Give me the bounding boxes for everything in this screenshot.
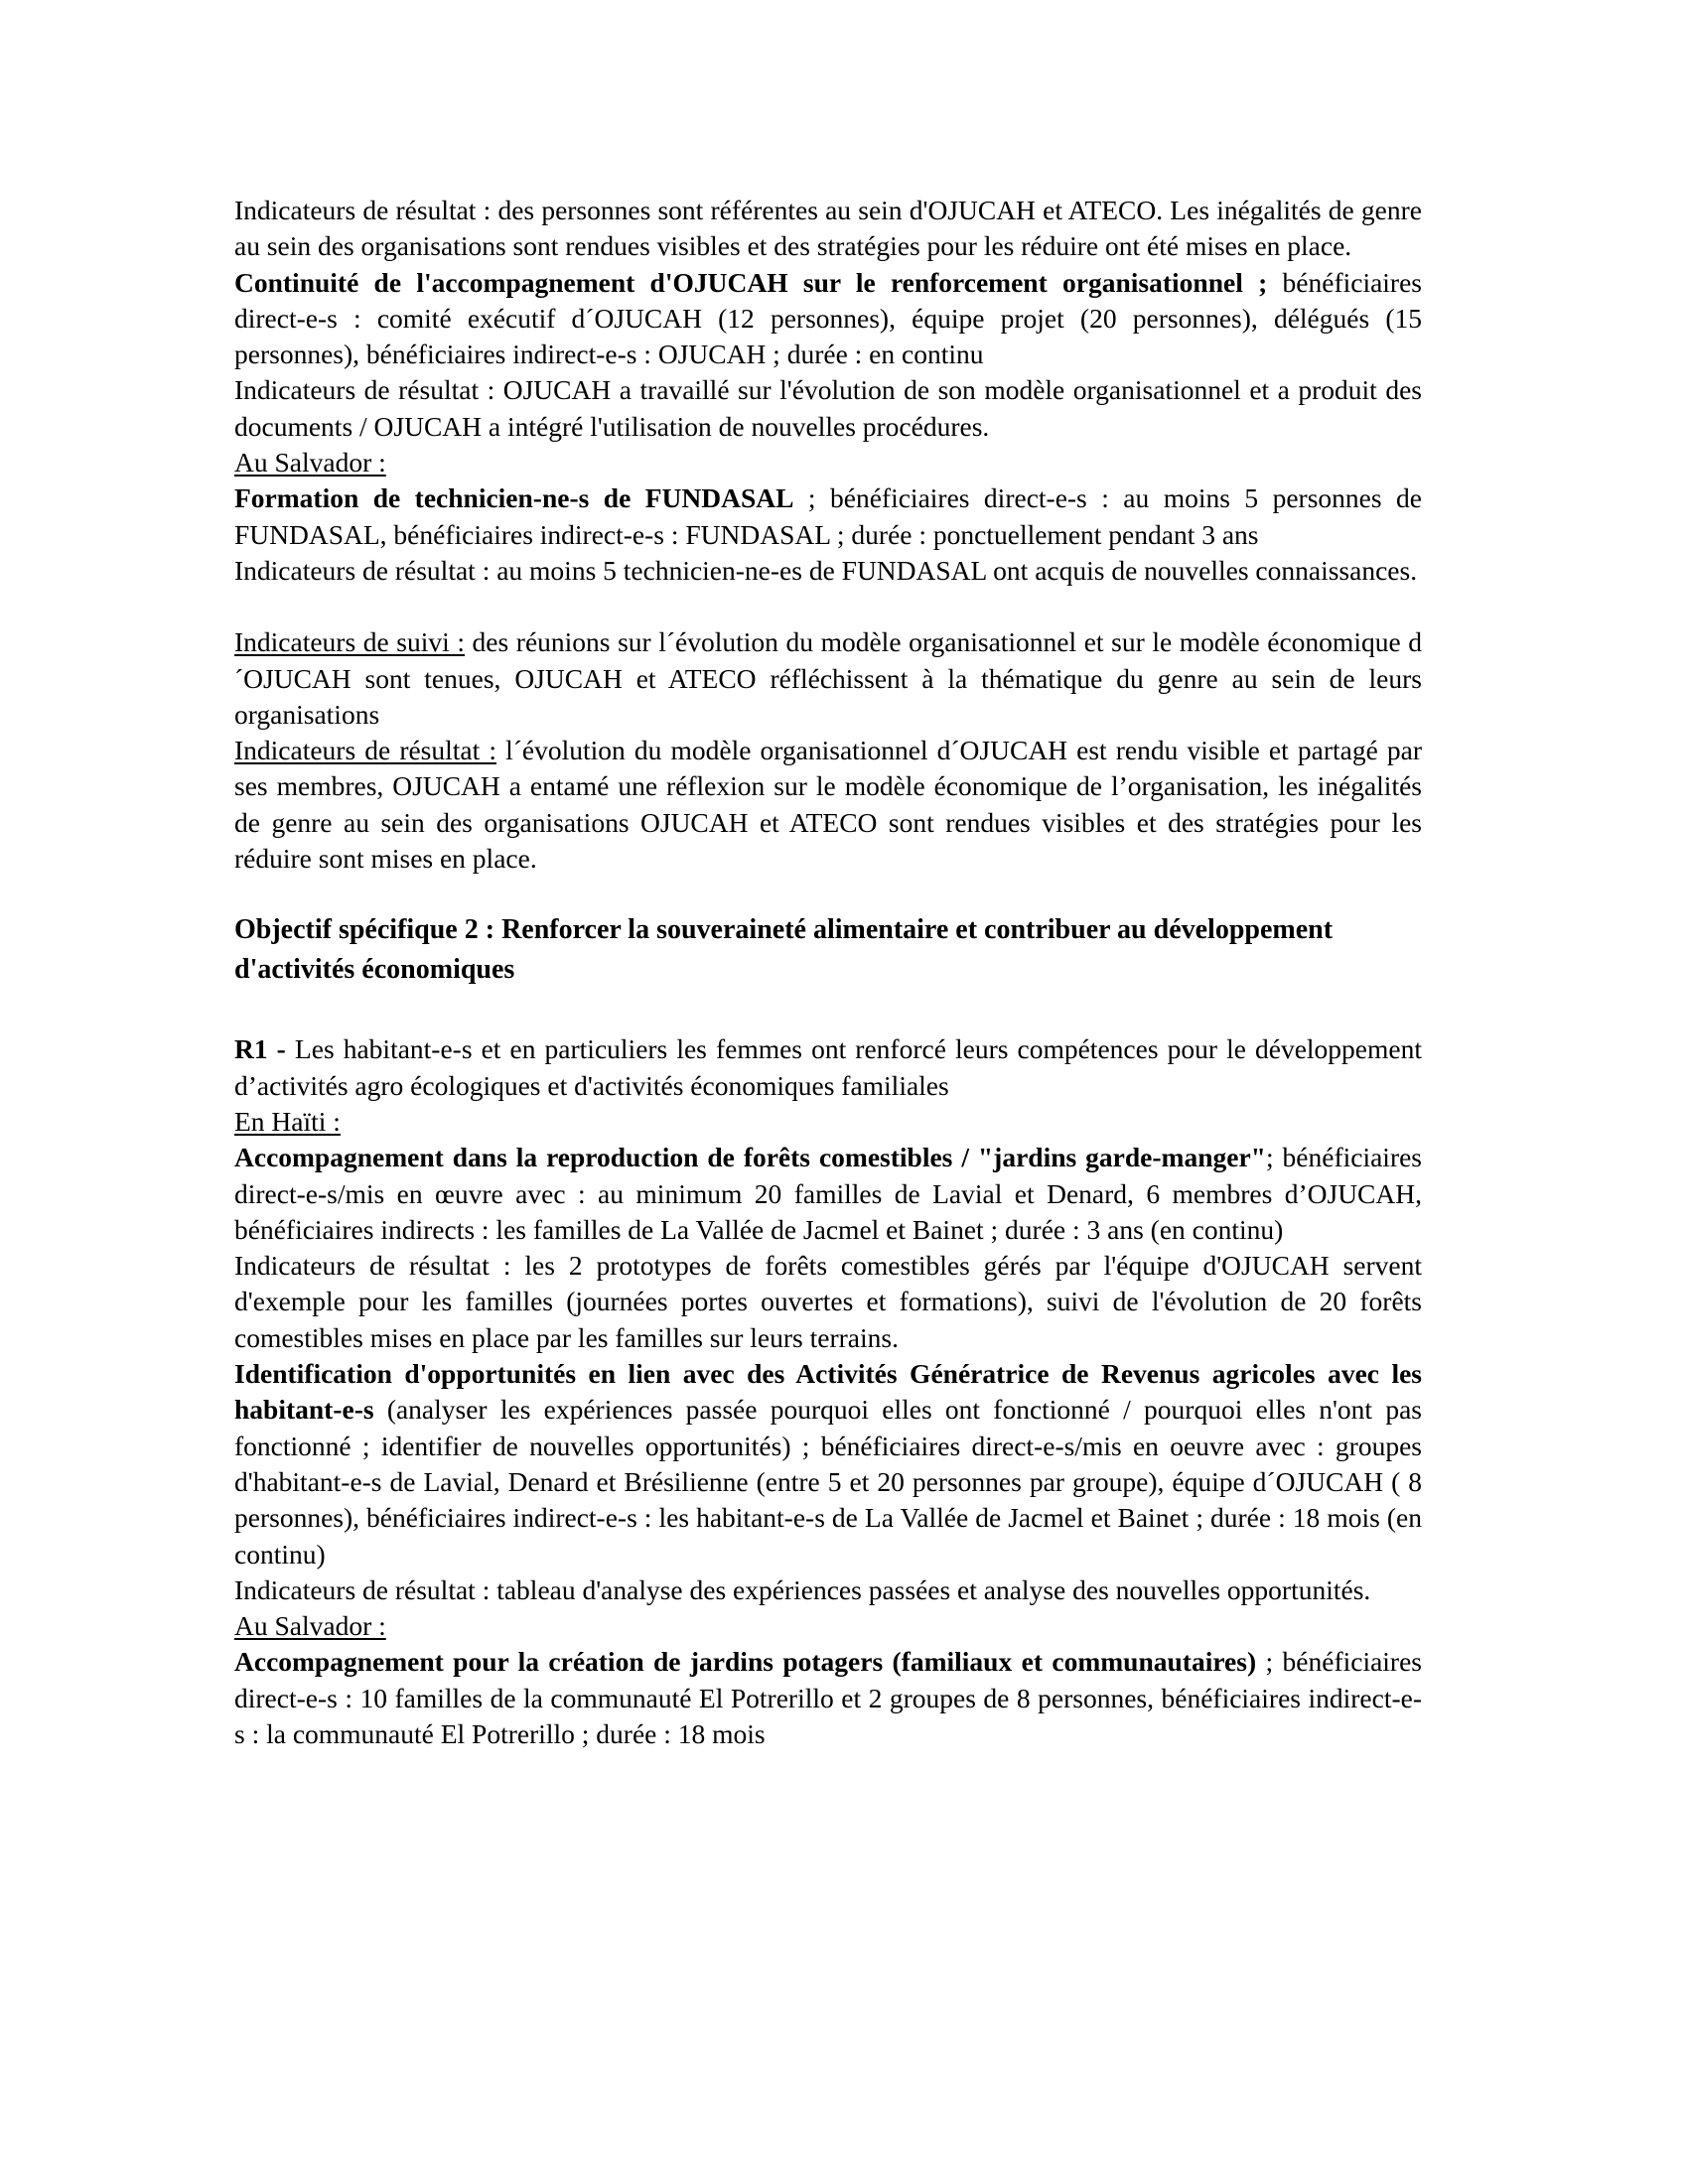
spacer: [234, 990, 1422, 1031]
activity-title: Accompagnement pour la création de jardins potagers (familiaux et communautaires): [234, 1646, 1257, 1678]
activity-title: Accompagnement dans la reproduction de forêts comestibles / "jardins garde-manger": [234, 1142, 1266, 1173]
paragraph-r1: [234, 1031, 1422, 1104]
activity-details: ; bénéficiaires direct-e-s : au moins 5 personnes de FUNDASAL, bénéficiaires indirect-e-s : FUNDASAL ; durée : ponctuellement pendant 3 ans: [234, 482, 1422, 550]
paragraph-text: l´évolution du modèle organisationnel d´OJUCAH est rendu visible et partagé par ses membres, OJUCAH a entamé une réflexion sur le modèle économique de l’organisation, les inégalités de genre au sein des organisations OJUCAH et ATECO sont rendues visibles et des stratégies pour les réduire sont mises en place.: [234, 735, 1422, 875]
paragraph-text: des réunions sur l´évolution du modèle organisationnel et sur le modèle économique d´OJUCAH sont tenues, OJUCAH et ATECO réfléchissent à la thématique du genre au sein de leurs organisations: [234, 626, 1422, 730]
document-body: [234, 193, 1422, 1752]
activity-title: Formation de technicien-ne-s de FUNDASAL: [234, 482, 794, 514]
activity-details: (analyser les expériences passée pourquoi elles ont fonctionné / pourquoi elles n'ont pas fonctionné ; identifier de nouvelles opportunités) ; bénéficiaires direct-e-s/mis en oeuvre avec : groupes d'habitant-e-s de Lavial, Denard et Brésilienne (entre 5 et 20 personnes par groupe), équipe d´OJUCAH ( 8 personnes), bénéficiaires indirect-e-s : les habitant-e-s de La Vallée de Jacmel et Bainet ; durée : 18 mois (en continu): [234, 1394, 1422, 1570]
paragraph-indicateurs-resultat-tableau: Indicateurs de résultat : tableau d'analyse des expériences passées et analyse des nouvelles opportunités.: [234, 1573, 1371, 1605]
spacer: [234, 877, 1422, 910]
activity-details: ; bénéficiaires direct-e-s : 10 familles de la communauté El Potrerillo et 2 groupes de 8 personnes, bénéficiaires indirect-e-s : la communauté El Potrerillo ; durée : 18 mois: [234, 1646, 1423, 1749]
paragraph-forets-comestibles: [234, 1140, 1422, 1248]
underlined-label: Au Salvador :: [234, 1610, 386, 1642]
underlined-label: Indicateurs de suivi :: [234, 626, 465, 658]
paragraph-indicateurs-resultat-ojucah-ateco: Indicateurs de résultat : des personnes sont référentes au sein d'OJUCAH et ATECO. Les inégalités de genre au sein des organisations sont rendues visibles et des stratégies pour les réduire ont été mises en place.: [234, 195, 1422, 262]
paragraph-text: Les habitant-e-s et en particuliers les femmes ont renforcé leurs compétences pour le développement d’activités agro écologiques et d'activités économiques familiales: [234, 1033, 1422, 1101]
spacer: [234, 589, 1422, 624]
paragraph-indicateurs-suivi: [234, 624, 1422, 733]
activity-details: bénéficiaires direct-e-s : comité exécutif d´OJUCAH (12 personnes), équipe projet (20 personnes), délégués (15 personnes), bénéficiaires indirect-e-s : OJUCAH ; durée : en continu: [234, 266, 1422, 370]
paragraph-indicateurs-resultat-forets: Indicateurs de résultat : les 2 prototypes de forêts comestibles gérés par l'équipe d'OJUCAH servent d'exemple pour les familles (journées portes ouvertes et formations), suivi de l'évolution de 20 forêts comestibles mises en place par les familles sur leurs terrains.: [234, 1250, 1422, 1353]
section-label-salvador-2: [234, 1608, 1422, 1644]
paragraph-jardins-potagers: [234, 1644, 1422, 1752]
result-label: R1 -: [234, 1033, 286, 1065]
paragraph-formation-fundasal: [234, 480, 1422, 553]
section-label-haiti: [234, 1104, 1422, 1140]
paragraph-indicateurs-resultat-ojucah: Indicateurs de résultat : OJUCAH a travaillé sur l'évolution de son modèle organisationnel et a produit des documents / OJUCAH a intégré l'utilisation de nouvelles procédures.: [234, 374, 1422, 442]
paragraph-continuite-accompagnement: [234, 265, 1422, 373]
underlined-label: Au Salvador :: [234, 447, 386, 478]
paragraph-identification-opportunites: [234, 1356, 1422, 1572]
section-heading-objectif-2: Objectif spécifique 2 : Renforcer la souveraineté alimentaire et contribuer au développement d'activités économiques: [234, 914, 1334, 986]
activity-title: Continuité de l'accompagnement d'OJUCAH sur le renforcement organisationnel ;: [234, 266, 1268, 298]
paragraph-indicateurs-resultat-summary: [234, 733, 1422, 877]
paragraph-indicateurs-resultat-fundasal: Indicateurs de résultat : au moins 5 technicien-ne-es de FUNDASAL ont acquis de nouvelles connaissances.: [234, 554, 1418, 586]
underlined-label: Indicateurs de résultat :: [234, 735, 496, 766]
section-label-salvador: [234, 445, 1422, 480]
underlined-label: En Haïti :: [234, 1105, 341, 1137]
activity-title: Identification d'opportunités en lien avec des Activités Génératrice de Revenus agricoles avec les habitant-e-s: [234, 1358, 1422, 1426]
activity-details: ; bénéficiaires direct-e-s/mis en œuvre avec : au minimum 20 familles de Lavial et Denard, 6 membres d’OJUCAH, bénéficiaires indirects : les familles de La Vallée de Jacmel et Bainet ; durée : 3 ans (en continu): [234, 1142, 1423, 1245]
